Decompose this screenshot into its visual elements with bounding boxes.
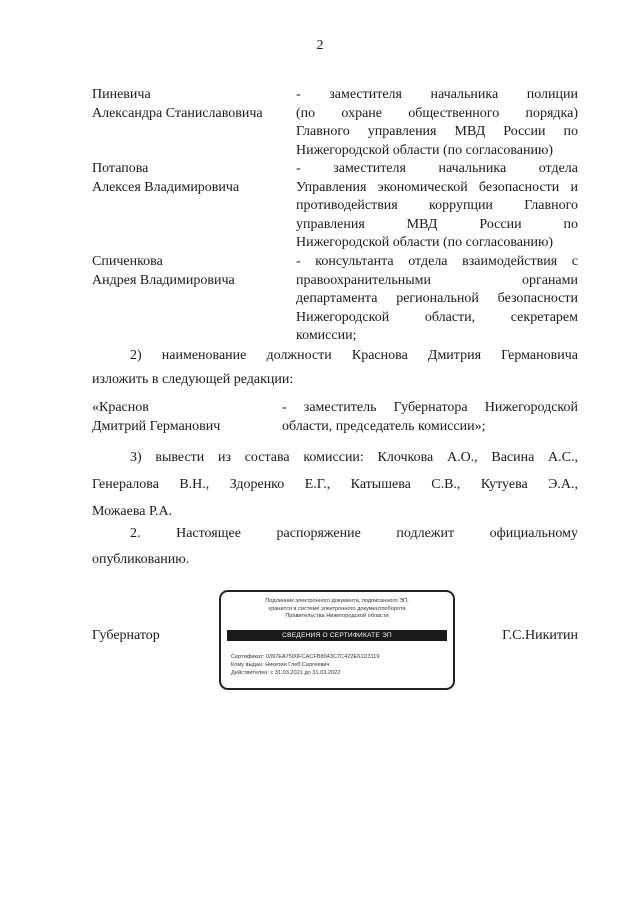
stamp-band: СВЕДЕНИЯ О СЕРТИФИКАТЕ ЭП xyxy=(227,630,447,641)
stamp-validity: Действителен: с 31.03.2021 до 31.03.2022 xyxy=(231,669,341,676)
stamp-header: Подлинник электронного документа, подписанного ЭП, хранится в системе электронного документооборота Правительства Нижегородской области xyxy=(265,598,409,619)
member-name: Пиневича Александра Станиславовича xyxy=(92,87,263,121)
member-position: - заместителя начальника отдела Управления экономической безопасности и противодействия коррупции Главного управления МВД России по Нижегородской области (по согласованию) xyxy=(296,161,578,250)
stamp-issued-to: Кому выдан: Никитин Глеб Сергеевич xyxy=(231,661,330,668)
member-position: - заместителя начальника полиции (по охране общественного порядка) Главного управления МВД России по Нижегородской области (по согласованию) xyxy=(296,87,578,158)
stamp-info xyxy=(231,654,447,677)
e-signature-stamp xyxy=(219,590,455,690)
member-position: - консультанта отдела взаимодействия с правоохранительными органами департамента региональной безопасности Нижегородской области, секретарем комиссии; xyxy=(296,254,578,343)
signatory-name: Г.С.Никитин xyxy=(502,628,578,643)
member-name: Потапова Алексея Владимировича xyxy=(92,161,240,195)
member-name: Спиченкова Андрея Владимировича xyxy=(92,254,235,288)
publish-paragraph: 2. Настоящее распоряжение подлежит официальному опубликованию. xyxy=(92,526,578,567)
item-3-paragraph: 3) вывести из состава комиссии: Клочкова А.О., Васина А.С., Генералова В.Н., Здоренко Е.Г., Катышева С.В., Кутуева Э.А., Можаева Р.А. xyxy=(92,450,578,519)
member-name: «Краснов Дмитрий Германович xyxy=(92,400,221,434)
signatory-position: Губернатор xyxy=(92,628,160,643)
page-number: 2 xyxy=(316,38,324,53)
stamp-certificate: Сертификат: 0397EA7500FCACFB8043C7C422E61D3119 xyxy=(231,654,380,660)
member-position: - заместитель Губернатора Нижегородской области, председатель комиссии»; xyxy=(282,400,578,434)
item-2-paragraph: 2) наименование должности Краснова Дмитрия Германовича изложить в следующей редакции: xyxy=(92,348,578,387)
